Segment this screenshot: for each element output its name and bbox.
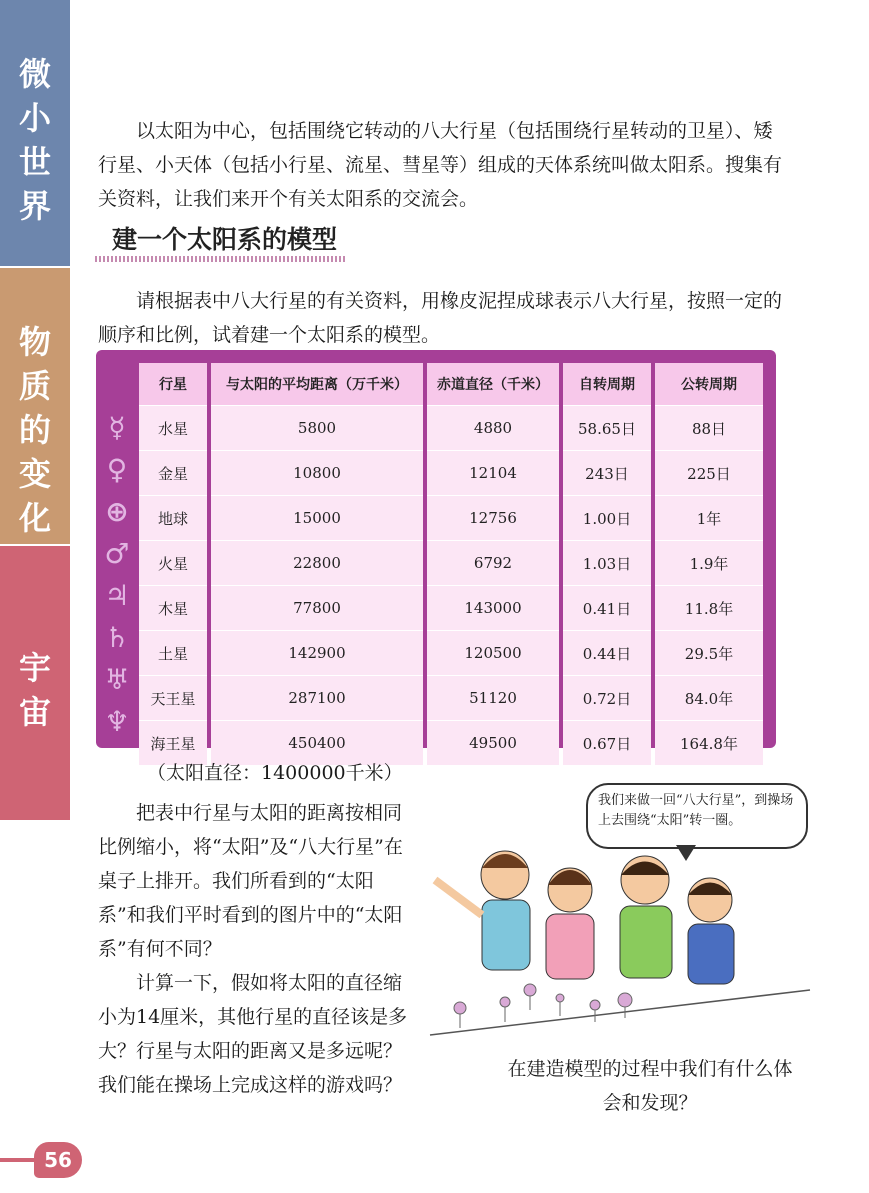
planet-table (135, 363, 767, 753)
cell-rotation: 1.03日 (563, 540, 651, 585)
cell-planet: 天王星 (139, 675, 207, 720)
cell-planet: 金星 (139, 450, 207, 495)
cell-distance: 77800 (211, 585, 423, 630)
cell-rotation: 0.44日 (563, 630, 651, 675)
tab-matter-change[interactable] (0, 268, 70, 546)
sun-diameter-note: （太阳直径：1400000千米） (147, 762, 403, 784)
tab-char: 变 (18, 455, 51, 493)
tab-char: 界 (18, 187, 51, 225)
cell-distance: 450400 (211, 720, 423, 765)
cell-revolution: 84.0年 (655, 675, 763, 720)
cell-distance: 15000 (211, 495, 423, 540)
planet-symbols (100, 406, 134, 742)
speech-bubble: 我们来做一回“八大行星”，到操场上去围绕“太阳”转一圈。 (586, 783, 808, 849)
planet-symbol-icon: ☿ (108, 410, 126, 444)
cell-revolution: 1年 (655, 495, 763, 540)
cell-planet: 地球 (139, 495, 207, 540)
cell-distance: 10800 (211, 450, 423, 495)
tab-char: 宙 (18, 693, 51, 731)
cell-rotation: 0.72日 (563, 675, 651, 720)
body-paragraph-1: 把表中行星与太阳的距离按相同比例缩小，将“太阳”及“八大行星”在桌子上排开。我们所看到的“太阳系”和我们平时看到的图片中的“太阳系”有何不同？ (98, 802, 403, 960)
tab-char: 化 (18, 499, 51, 537)
title-underline (95, 256, 345, 262)
cell-rotation: 0.67日 (563, 720, 651, 765)
cell-planet: 水星 (139, 405, 207, 450)
cell-diameter: 51120 (427, 675, 559, 720)
cell-distance: 5800 (211, 405, 423, 450)
section-title: 建一个太阳系的模型 (112, 225, 338, 254)
cell-diameter: 49500 (427, 720, 559, 765)
table-header-row (139, 363, 763, 405)
cell-revolution: 88日 (655, 405, 763, 450)
header-revolution: 公转周期 (655, 363, 763, 405)
cell-diameter: 12104 (427, 450, 559, 495)
cell-distance: 287100 (211, 675, 423, 720)
instruction-paragraph: 请根据表中八大行星的有关资料，用橡皮泥捏成球表示八大行星，按照一定的顺序和比例，试着建一个太阳系的模型。 (98, 290, 783, 346)
cell-revolution: 164.8年 (655, 720, 763, 765)
tab-micro-world[interactable] (0, 0, 70, 268)
table-row (139, 495, 763, 540)
tab-char: 物 (18, 323, 51, 361)
planet-symbol-icon: ♀ (106, 452, 128, 486)
cell-revolution: 11.8年 (655, 585, 763, 630)
cell-rotation: 243日 (563, 450, 651, 495)
table-row (139, 540, 763, 585)
cell-revolution: 225日 (655, 450, 763, 495)
side-tabs (0, 0, 70, 822)
cell-diameter: 120500 (427, 630, 559, 675)
planet-symbol-icon: ♃ (104, 578, 130, 612)
cell-revolution: 1.9年 (655, 540, 763, 585)
tab-char: 的 (18, 411, 51, 449)
tab-char: 世 (18, 143, 51, 181)
cell-distance: 22800 (211, 540, 423, 585)
table-row (139, 630, 763, 675)
planet-symbol-icon: ♂ (104, 536, 130, 570)
cell-rotation: 0.41日 (563, 585, 651, 630)
children-illustration (420, 840, 815, 1040)
table-row (139, 675, 763, 720)
cell-revolution: 29.5年 (655, 630, 763, 675)
tab-char: 宇 (18, 649, 51, 687)
cell-planet: 木星 (139, 585, 207, 630)
cell-planet: 海王星 (139, 720, 207, 765)
cell-planet: 火星 (139, 540, 207, 585)
intro-paragraph: 以太阳为中心，包括围绕它转动的八大行星（包括围绕行星转动的卫星）、矮行星、小天体（包括小行星、流星、彗星等）组成的天体系统叫做太阳系。搜集有关资料，让我们来开个有关太阳系的交流会。 (98, 120, 783, 210)
page-number-badge (0, 1140, 84, 1180)
tab-char: 微 (18, 55, 51, 93)
header-rotation: 自转周期 (563, 363, 651, 405)
cell-diameter: 6792 (427, 540, 559, 585)
cell-diameter: 12756 (427, 495, 559, 540)
body-text (98, 796, 416, 1102)
tab-char: 质 (18, 367, 51, 405)
cell-diameter: 143000 (427, 585, 559, 630)
cell-planet: 土星 (139, 630, 207, 675)
planet-symbol-icon: ♅ (104, 662, 130, 696)
header-diameter: 赤道直径（千米） (427, 363, 559, 405)
header-distance: 与太阳的平均距离（万千米） (211, 363, 423, 405)
page-number: 56 (34, 1142, 82, 1178)
cell-rotation: 58.65日 (563, 405, 651, 450)
planet-symbol-icon: ♄ (104, 620, 130, 654)
table-row (139, 585, 763, 630)
cell-distance: 142900 (211, 630, 423, 675)
planet-symbol-icon: ♆ (104, 704, 130, 738)
cell-rotation: 1.00日 (563, 495, 651, 540)
tab-char: 小 (18, 99, 51, 137)
planet-symbol-icon: ⊕ (105, 494, 129, 528)
cell-diameter: 4880 (427, 405, 559, 450)
question-text: 在建造模型的过程中我们有什么体会和发现？ (507, 1058, 793, 1114)
header-planet: 行星 (139, 363, 207, 405)
table-row (139, 450, 763, 495)
body-paragraph-2: 计算一下，假如将太阳的直径缩小为14厘米，其他行星的直径该是多大？行星与太阳的距离又是多远呢？我们能在操场上完成这样的游戏吗？ (98, 972, 408, 1096)
table-row (139, 405, 763, 450)
tab-universe[interactable] (0, 546, 70, 822)
